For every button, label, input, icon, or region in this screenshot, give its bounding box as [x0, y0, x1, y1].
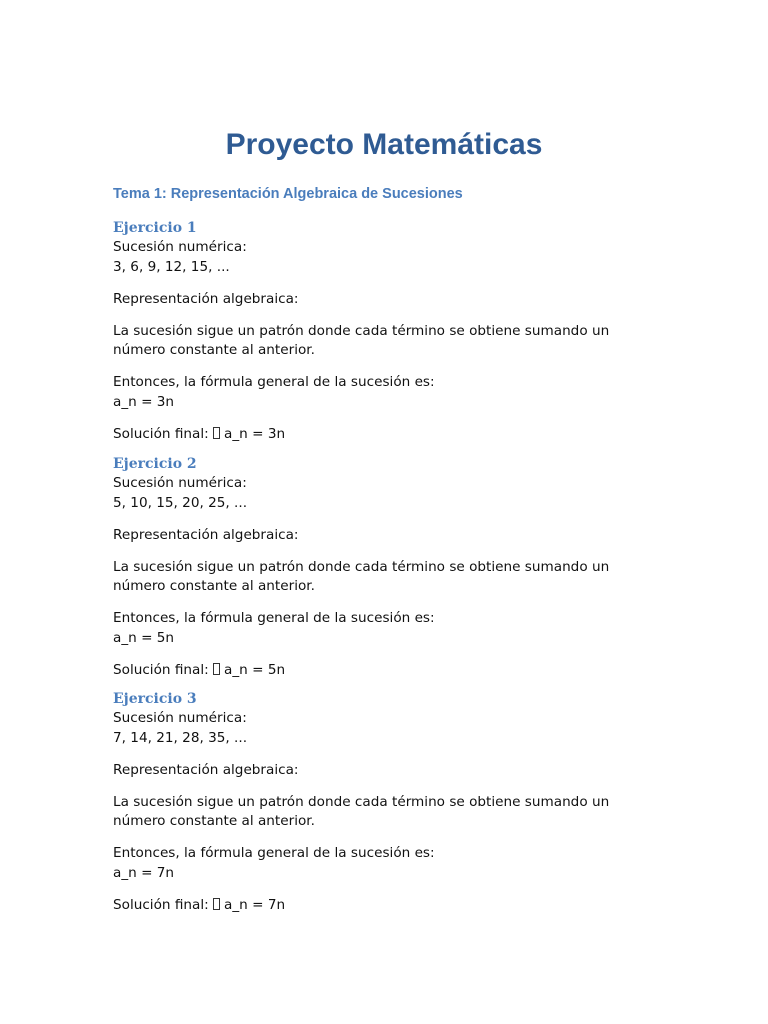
sequence-values: 5, 10, 15, 20, 25, ...	[113, 494, 248, 511]
formula: a_n = 3n	[113, 393, 175, 410]
topic-heading: Tema 1: Representación Algebraica de Sucesiones	[113, 186, 463, 202]
missing-glyph-icon	[213, 663, 220, 675]
solution-value: a_n = 3n	[224, 425, 286, 442]
missing-glyph-icon	[213, 427, 220, 439]
missing-glyph-icon	[213, 898, 220, 910]
explanation-line-1: La sucesión sigue un patrón donde cada término se obtiene sumando un	[113, 322, 610, 339]
formula-label: Entonces, la fórmula general de la sucesión es:	[113, 845, 435, 861]
explanation-line-1: La sucesión sigue un patrón donde cada término se obtiene sumando un	[113, 558, 610, 575]
formula-label: Entonces, la fórmula general de la sucesión es:	[113, 374, 435, 390]
formula-label: Entonces, la fórmula general de la sucesión es:	[113, 610, 435, 626]
exercise-heading: Ejercicio 1	[113, 220, 197, 236]
explanation-line-1: La sucesión sigue un patrón donde cada término se obtiene sumando un	[113, 793, 610, 810]
algebraic-label: Representación algebraica:	[113, 290, 299, 307]
explanation-line-2: número constante al anterior.	[113, 578, 315, 594]
sequence-label: Sucesión numérica:	[113, 475, 247, 491]
algebraic-label: Representación algebraica:	[113, 526, 299, 543]
exercise-heading: Ejercicio 3	[113, 691, 197, 707]
exercise-1	[113, 219, 673, 444]
formula: a_n = 5n	[113, 629, 175, 646]
solution-line	[113, 896, 673, 916]
solution-line	[113, 425, 673, 445]
document-title: Proyecto Matemáticas	[225, 128, 543, 161]
solution-value: a_n = 5n	[224, 661, 286, 678]
exercise-heading: Ejercicio 2	[113, 456, 197, 472]
sequence-label: Sucesión numérica:	[113, 239, 247, 255]
explanation-line-2: número constante al anterior.	[113, 342, 315, 358]
solution-label: Solución final:	[113, 896, 209, 913]
sequence-values: 3, 6, 9, 12, 15, ...	[113, 258, 230, 275]
explanation-line-2: número constante al anterior.	[113, 813, 315, 829]
algebraic-label: Representación algebraica:	[113, 761, 299, 778]
solution-value: a_n = 7n	[224, 896, 286, 913]
sequence-values: 7, 14, 21, 28, 35, ...	[113, 729, 248, 746]
solution-label: Solución final:	[113, 661, 209, 678]
sequence-label: Sucesión numérica:	[113, 710, 247, 726]
exercise-3	[113, 690, 673, 915]
formula: a_n = 7n	[113, 864, 175, 881]
solution-line	[113, 661, 673, 681]
exercise-2	[113, 455, 673, 680]
solution-label: Solución final:	[113, 425, 209, 442]
